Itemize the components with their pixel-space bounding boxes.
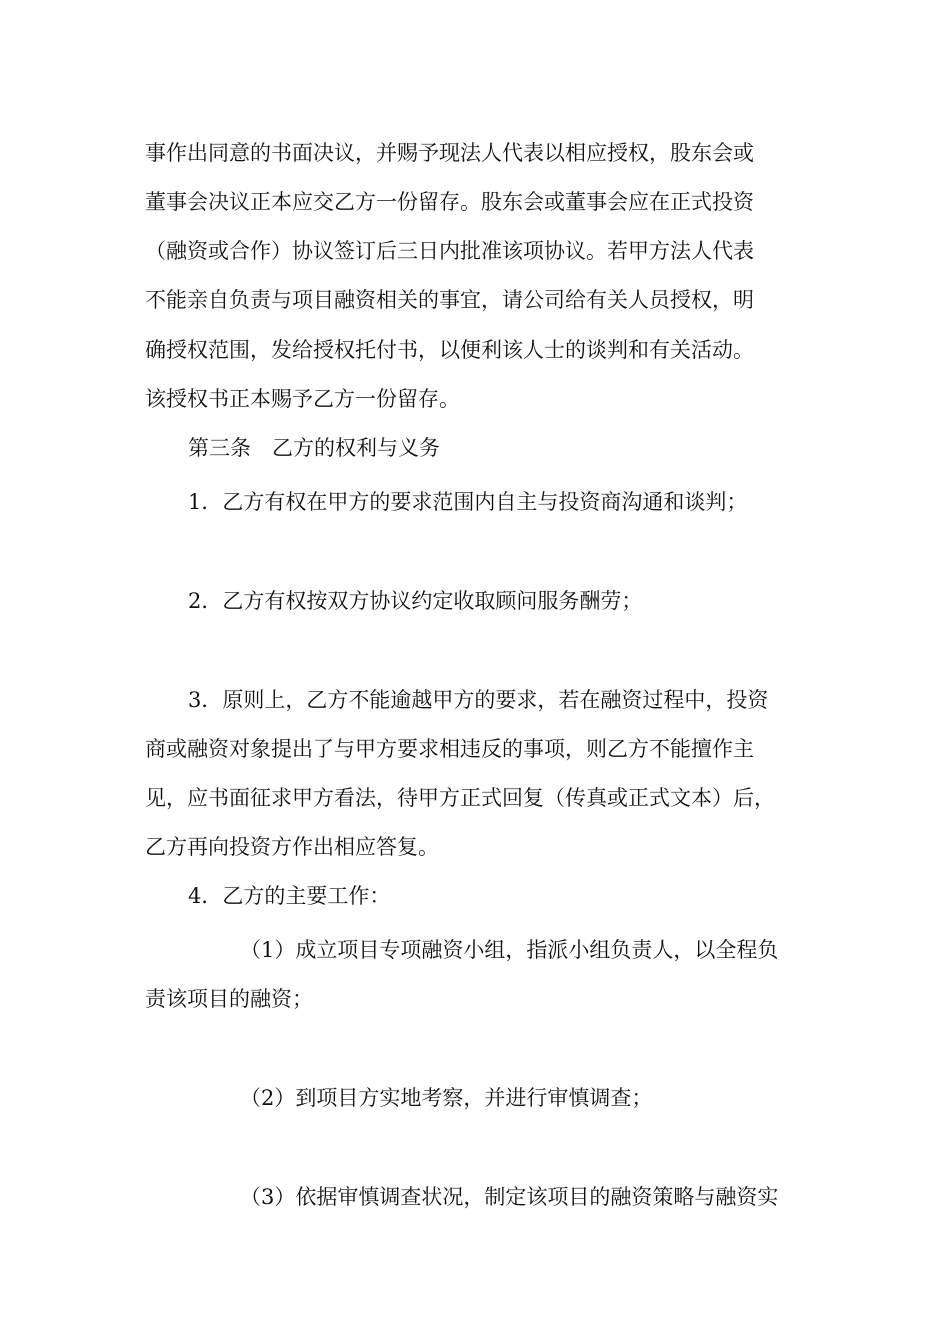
paragraph-line: 该授权书正本赐予乙方一份留存。: [145, 387, 460, 411]
sub-list-item: （2）到项目方实地考察，并进行审慎调查；: [240, 1086, 653, 1110]
list-item: 4．乙方的主要工作：: [188, 884, 391, 908]
paragraph-line: 确授权范围，发给授权托付书，以便利该人士的谈判和有关活动。: [145, 338, 754, 362]
paragraph-line: 见，应书面征求甲方看法，待甲方正式回复（传真或正式文本）后，: [145, 786, 775, 810]
list-item: 2．乙方有权按双方协议约定收取顾问服务酬劳；: [188, 589, 643, 613]
sub-list-item: （3）依据审慎调查状况，制定该项目的融资策略与融资实: [240, 1185, 779, 1209]
paragraph-line: 责该项目的融资；: [145, 987, 313, 1011]
paragraph-line: （融资或合作）协议签订后三日内批准该项协议。若甲方法人代表: [145, 239, 754, 263]
list-item: 3．原则上，乙方不能逾越甲方的要求，若在融资过程中，投资: [188, 688, 769, 712]
paragraph-line: 不能亲自负责与项目融资相关的事宜，请公司给有关人员授权，明: [145, 288, 754, 312]
sub-list-item: （1）成立项目专项融资小组，指派小组负责人，以全程负: [240, 938, 779, 962]
paragraph-line: 乙方再向投资方作出相应答复。: [145, 835, 439, 859]
section-heading: 第三条 乙方的权利与义务: [188, 436, 440, 460]
paragraph-line: 董事会决议正本应交乙方一份留存。股东会或董事会应在正式投资: [145, 190, 754, 214]
paragraph-line: 商或融资对象提出了与甲方要求相违反的事项，则乙方不能擅作主: [145, 737, 754, 761]
paragraph-line: 事作出同意的书面决议，并赐予现法人代表以相应授权，股东会或: [145, 141, 754, 165]
list-item: 1．乙方有权在甲方的要求范围内自主与投资商沟通和谈判；: [188, 490, 748, 514]
